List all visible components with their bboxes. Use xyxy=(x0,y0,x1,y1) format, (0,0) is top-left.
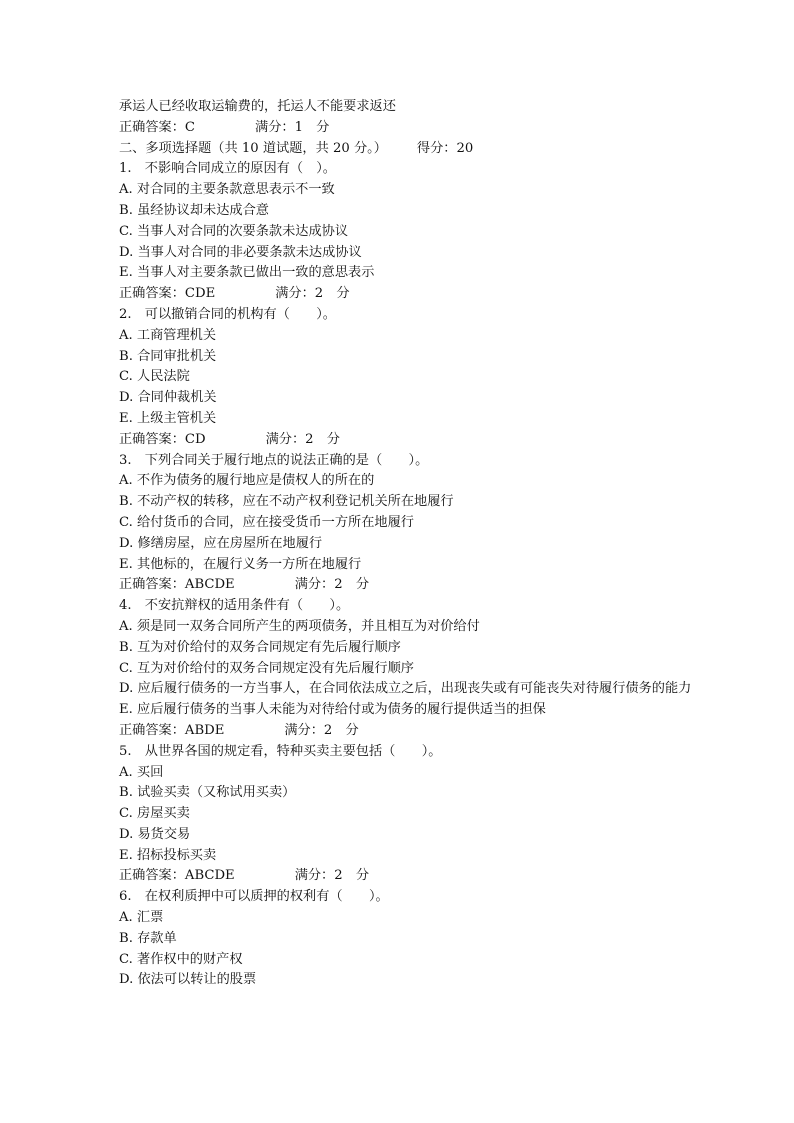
full-score: 满分：2 分 xyxy=(275,286,350,302)
answer-row xyxy=(119,721,699,742)
answer-row xyxy=(119,284,699,305)
option-d: D. 当事人对合同的非必要条款未达成协议 xyxy=(119,244,362,260)
option-c: C. 著作权中的财产权 xyxy=(119,951,243,967)
option-d: D. 应后履行债务的一方当事人，在合同依法成立之后，出现丧失或有可能丧失对待履行债务的能力 xyxy=(119,681,692,697)
option-a: A. 工商管理机关 xyxy=(119,327,217,343)
section-header xyxy=(119,139,699,160)
option-d: D. 依法可以转让的股票 xyxy=(119,972,257,988)
option-a: A. 汇票 xyxy=(119,910,164,926)
option-a: A. 买回 xyxy=(119,764,164,780)
option-e: E. 上级主管机关 xyxy=(119,410,217,426)
exam-document xyxy=(119,97,699,991)
question-stem: 6. 在权利质押中可以质押的权利有（ ）。 xyxy=(119,889,389,905)
full-score: 满分：2 分 xyxy=(265,431,340,447)
question-stem: 4. 不安抗辩权的适用条件有（ ）。 xyxy=(119,598,350,614)
answer-row xyxy=(119,575,699,596)
option-a: A. 对合同的主要条款意思表示不一致 xyxy=(119,182,335,198)
option-b: B. 互为对价给付的双务合同规定有先后履行顺序 xyxy=(119,639,401,655)
option-e: E. 其他标的，在履行义务一方所在地履行 xyxy=(119,556,362,572)
answer-row xyxy=(119,430,699,451)
option-b: B. 虽经协议却未达成合意 xyxy=(119,202,269,218)
option-b: B. 不动产权的转移，应在不动产权利登记机关所在地履行 xyxy=(119,494,454,510)
option-c: C. 房屋买卖 xyxy=(119,806,190,822)
section-score: 得分：20 xyxy=(416,140,474,156)
option-e: E. 应后履行债务的当事人未能为对待给付或为债务的履行提供适当的担保 xyxy=(119,702,546,718)
question-stem: 2. 可以撤销合同的机构有（ ）。 xyxy=(119,306,336,322)
option-c: C. 当事人对合同的次要条款未达成协议 xyxy=(119,223,349,239)
option-b: B. 试验买卖（又称试用买卖） xyxy=(119,785,296,801)
option-e: E. 当事人对主要条款已做出一致的意思表示 xyxy=(119,265,375,281)
option-c: C. 互为对价给付的双务合同规定没有先后履行顺序 xyxy=(119,660,414,676)
question-stem: 3. 下列合同关于履行地点的说法正确的是（ ）。 xyxy=(119,452,429,468)
correct-answer: 正确答案：ABCDE xyxy=(119,577,235,593)
correct-answer: 正确答案：C xyxy=(119,119,196,135)
intro-answer-row xyxy=(119,118,699,139)
full-score: 满分：2 分 xyxy=(294,577,370,593)
option-d: D. 修缮房屋，应在房屋所在地履行 xyxy=(119,535,323,551)
answer-row xyxy=(119,866,699,887)
question-stem: 1. 不影响合同成立的原因有（ ）。 xyxy=(119,161,336,177)
full-score: 满分：2 分 xyxy=(294,868,370,884)
option-c: C. 人民法院 xyxy=(119,369,190,385)
option-d: D. 合同仲裁机关 xyxy=(119,390,217,406)
section-title: 二、多项选择题（共 10 道试题，共 20 分。） xyxy=(119,140,387,156)
full-score: 满分：2 分 xyxy=(284,722,359,738)
correct-answer: 正确答案：ABDE xyxy=(119,722,225,738)
option-a: A. 不作为债务的履行地应是债权人的所在的 xyxy=(119,473,375,489)
correct-answer: 正确答案：CDE xyxy=(119,286,216,302)
question-stem: 5. 从世界各国的规定看，特种买卖主要包括（ ）。 xyxy=(119,743,442,759)
intro-statement: 承运人已经收取运输费的，托运人不能要求返还 xyxy=(119,99,396,114)
option-a: A. 须是同一双务合同所产生的两项债务，并且相互为对价给付 xyxy=(119,618,480,634)
option-d: D. 易货交易 xyxy=(119,826,191,842)
correct-answer: 正确答案：ABCDE xyxy=(119,868,235,884)
option-b: B. 存款单 xyxy=(119,930,177,946)
full-score: 满分：1 分 xyxy=(255,119,330,135)
correct-answer: 正确答案：CD xyxy=(119,431,206,447)
option-c: C. 给付货币的合同，应在接受货币一方所在地履行 xyxy=(119,514,414,530)
option-e: E. 招标投标买卖 xyxy=(119,847,217,863)
option-b: B. 合同审批机关 xyxy=(119,348,217,364)
